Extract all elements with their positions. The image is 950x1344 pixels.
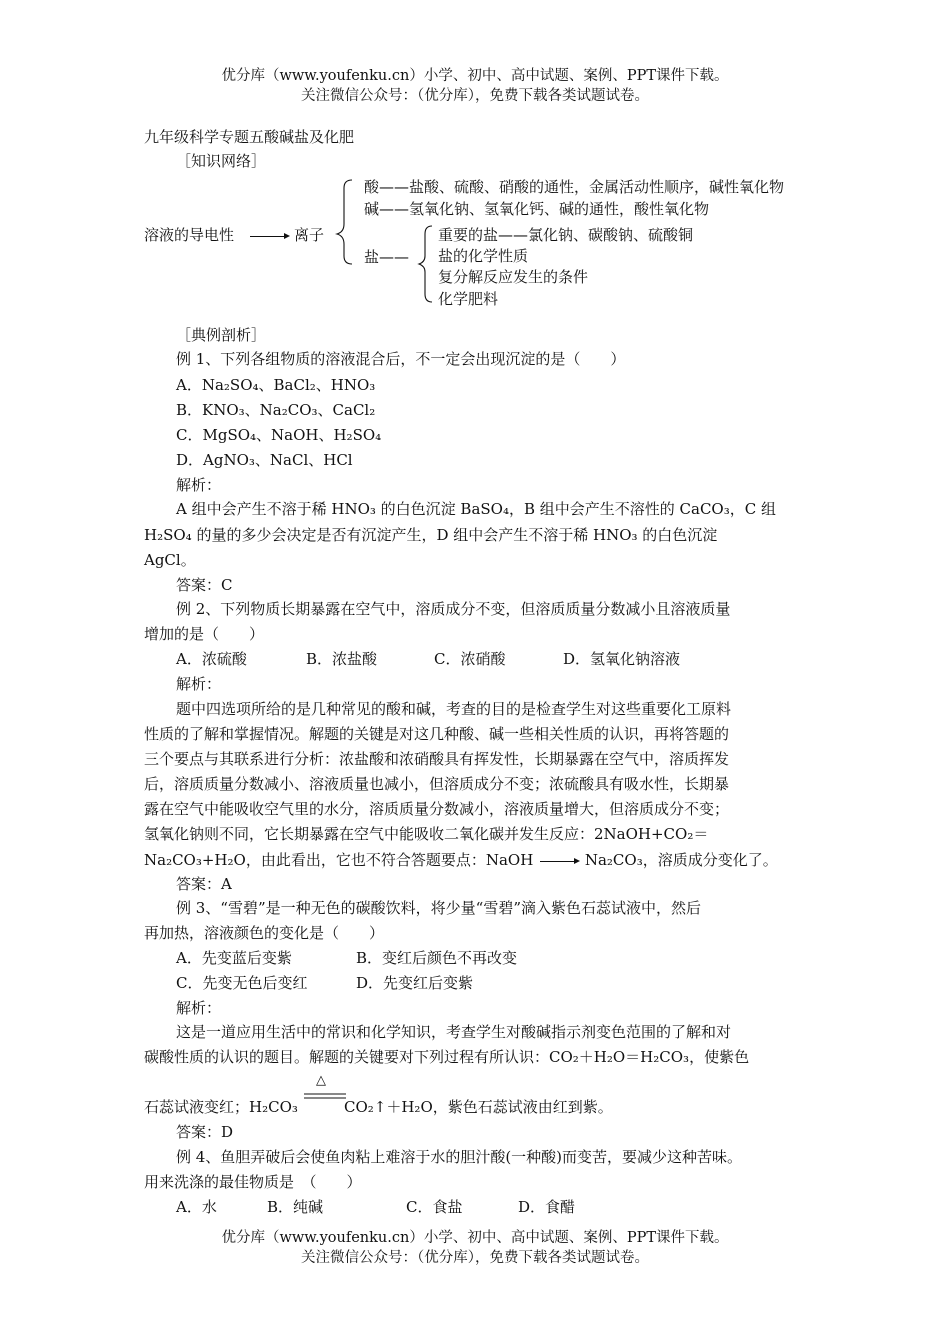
network-acid: 酸——盐酸、硫酸、硝酸的通性，金属活动性顺序，碱性氧化物	[364, 178, 785, 196]
ex3-option: D．先变红后变紫	[356, 974, 474, 992]
analysis-heading: ［典例剖析］	[176, 326, 267, 344]
ex2-answer: 答案：A	[176, 875, 232, 893]
network-left-label: 溶液的导电性	[144, 226, 235, 244]
header-line-2: 关注微信公众号：（优分库），免费下载各类试题试卷。	[301, 88, 649, 104]
ex3-question-line: 再加热，溶液颜色的变化是（ ）	[144, 924, 385, 942]
ex2-analysis-line: 题中四选项所给的是几种常见的酸和碱，考查的目的是检查学生对这些重要化工原料	[176, 700, 732, 718]
ex3-analysis-line: 这是一道应用生活中的常识和化学知识，考查学生对酸碱指示剂变色范围的了解和对	[176, 1023, 732, 1041]
page-title: 九年级科学专题五酸碱盐及化肥	[144, 128, 355, 146]
ex1-option: B．KNO₃、Na₂CO₃、CaCl₂	[176, 401, 376, 419]
ex1-question: 例 1、下列各组物质的溶液混合后，不一定会出现沉淀的是（ ）	[176, 350, 626, 368]
network-salt-item: 盐的化学性质	[438, 247, 529, 265]
right-arrow-icon	[540, 861, 578, 862]
ex2-option: D．氢氧化钠溶液	[563, 650, 681, 668]
ex2-last-post: Na₂CO₃，溶质成分变化了。	[584, 851, 778, 869]
footer-line-1: 优分库（www.youfenku.cn）小学、初中、高中试题、案例、PPT课件下载。	[221, 1230, 729, 1246]
network-ions-label: 离子	[294, 226, 325, 244]
ex1-analysis-line: H₂SO₄ 的量的多少会决定是否有沉淀产生，D 组中会产生不溶于稀 HNO₃ 的白色沉淀	[144, 526, 718, 544]
ex2-question-line: 增加的是（ ）	[144, 625, 265, 643]
ex2-option: A．浓硫酸	[176, 650, 247, 668]
double-line-sign	[304, 1092, 346, 1102]
ex4-option: B．纯碱	[267, 1198, 324, 1216]
ex4-option: A．水	[176, 1198, 217, 1216]
network-salt-item: 化学肥料	[438, 290, 499, 308]
outer-brace-icon	[337, 180, 352, 264]
ex3-option: B．变红后颜色不再改变	[356, 949, 518, 967]
delta-symbol: △	[316, 1073, 326, 1088]
ex4-option: D．食醋	[518, 1198, 576, 1216]
ex3-analysis-line: 碳酸性质的认识的题目。解题的关键要对下列过程有所认识：CO₂＋H₂O＝H₂CO₃，使紫色	[144, 1048, 750, 1066]
ex3-question-line: 例 3、“雪碧”是一种无色的碳酸饮料，将少量“雪碧”滴入紫色石蕊试液中，然后	[176, 899, 701, 917]
inner-brace-icon	[419, 226, 432, 302]
network-heading: ［知识网络］	[176, 152, 267, 170]
ex1-analysis-label: 解析：	[176, 476, 222, 494]
ex2-analysis-line: 三个要点与其联系进行分析：浓盐酸和浓硝酸具有挥发性，长期暴露在空气中，溶质挥发	[144, 750, 730, 768]
ex2-analysis-last-line	[144, 849, 778, 871]
ex1-analysis-line: AgCl。	[144, 551, 196, 569]
header-line-1: 优分库（www.youfenku.cn）小学、初中、高中试题、案例、PPT课件下载。	[221, 68, 729, 84]
ex2-analysis-line: 氢氧化钠则不同，它长期暴露在空气中能吸收二氧化碳并发生反应：2NaOH+CO₂＝	[144, 825, 709, 843]
network-salt-item: 重要的盐——氯化钠、碳酸钠、硫酸铜	[438, 226, 694, 244]
ex2-analysis-label: 解析：	[176, 675, 222, 693]
ex2-analysis-line: 后，溶质质量分数减小、溶液质量也减小，但溶质成分不变；浓硫酸具有吸水性，长期暴	[144, 775, 730, 793]
ex3-option: A．先变蓝后变紫	[176, 949, 292, 967]
ex1-option: C．MgSO₄、NaOH、H₂SO₄	[176, 426, 382, 444]
ex1-answer: 答案：C	[176, 576, 233, 594]
footer-line-2: 关注微信公众号：（优分库），免费下载各类试题试卷。	[301, 1250, 649, 1266]
ex4-question-line: 用来洗涤的最佳物质是 （ ）	[144, 1173, 362, 1191]
ex3-last-pre: 石蕊试液变红；H₂CO₃	[144, 1098, 298, 1116]
ex3-last-post: CO₂↑＋H₂O，紫色石蕊试液由红到紫。	[344, 1098, 613, 1116]
ex2-option: B．浓盐酸	[306, 650, 378, 668]
ex1-option: A．Na₂SO₄、BaCl₂、HNO₃	[176, 376, 376, 394]
ex2-question-line: 例 2、下列物质长期暴露在空气中，溶质成分不变，但溶质质量分数减小且溶液质量	[176, 600, 731, 618]
ex2-analysis-line: 性质的了解和掌握情况。解题的关键是对这几种酸、碱一些相关性质的认识，再将答题的	[144, 725, 730, 743]
ex3-analysis-label: 解析：	[176, 999, 222, 1017]
ex3-answer: 答案：D	[176, 1123, 234, 1141]
ex3-option: C．先变无色后变红	[176, 974, 308, 992]
ex1-option: D．AgNO₃、NaCl、HCl	[176, 451, 353, 469]
ex1-analysis-line: A 组中会产生不溶于稀 HNO₃ 的白色沉淀 BaSO₄，B 组中会产生不溶性的 CaCO₃，C 组	[176, 500, 776, 518]
ex4-question-line: 例 4、鱼胆弄破后会使鱼肉粘上难溶于水的胆汁酸(一种酸)而变苦，要减少这种苦味。	[176, 1148, 743, 1166]
network-base: 碱——氢氧化钠、氢氧化钙、碱的通性，酸性氧化物	[364, 200, 710, 218]
network-salt-item: 复分解反应发生的条件	[438, 268, 589, 286]
ex4-option: C．食盐	[406, 1198, 463, 1216]
ex2-last-pre: Na₂CO₃+H₂O，由此看出，它也不符合答题要点：NaOH	[144, 851, 534, 869]
network-salt-label: 盐——	[364, 248, 410, 266]
ex2-option: C．浓硝酸	[434, 650, 506, 668]
ex2-analysis-line: 露在空气中能吸收空气里的水分，溶质质量分数减小，溶液质量增大，但溶质成分不变；	[144, 800, 730, 818]
